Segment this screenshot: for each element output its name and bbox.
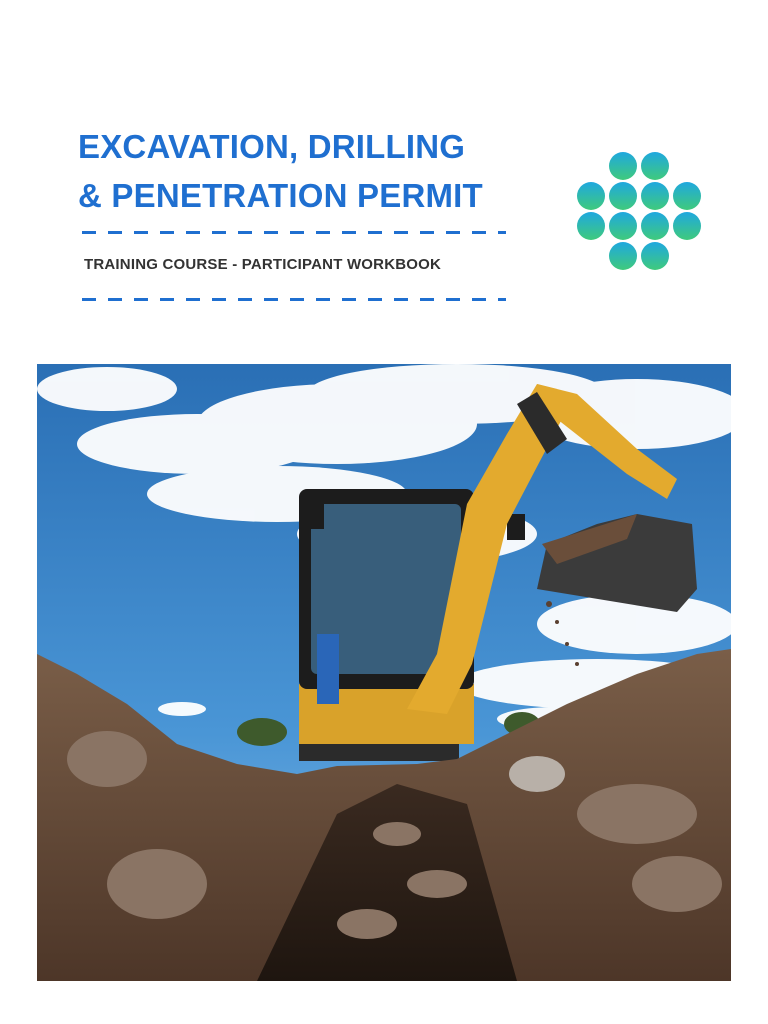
- document-subtitle: TRAINING COURSE - PARTICIPANT WORKBOOK: [84, 256, 442, 273]
- document-title-line-2: & PENETRATION PERMIT: [78, 177, 483, 214]
- excavator-photo: [37, 364, 731, 981]
- document-title-line-1: EXCAVATION, DRILLING: [78, 128, 466, 165]
- dashed-divider-top: [82, 231, 506, 234]
- dotted-s-logo-icon: [572, 148, 708, 276]
- dashed-divider-bottom: [82, 298, 506, 301]
